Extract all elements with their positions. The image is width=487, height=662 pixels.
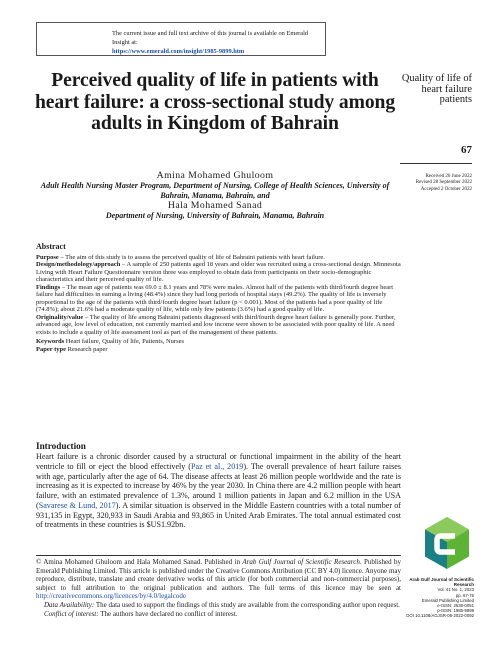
abstract-heading: Abstract bbox=[36, 242, 66, 251]
intro-paragraph bbox=[36, 452, 401, 530]
keywords-text: Heart failure, Quality of life, Patients, Nurses bbox=[64, 338, 185, 345]
abstract-text: – The quality of life among Bahraini patients diagnosed with third/fourth degree heart failure is generally poor. Further, advanced age, low level of education, not currently married and low income were shown to be associated with poor quality of life. A need exists to include a quality of life assessment tool as part of the management of these patients. bbox=[36, 313, 396, 336]
author-name-1: Amina Mohamed Ghuloom bbox=[156, 170, 274, 181]
margin-divider bbox=[400, 163, 472, 164]
journal-name: Arab Gulf Journal of Scientific Research bbox=[242, 558, 360, 566]
conflict-label: Conflict of interest: bbox=[44, 609, 99, 618]
citation-link[interactable]: Paz et al., 2019 bbox=[190, 461, 244, 471]
journal-title: Arab Gulf Journal of Scientific Research bbox=[409, 577, 474, 588]
access-notice-text: The current issue and full text archive of this journal is available on Emerald Insight at: bbox=[112, 30, 309, 46]
running-head: Quality of life of heart failure patients bbox=[401, 73, 472, 106]
licence-link[interactable]: http://creativecommons.org/licences/by/4.0/legalcode bbox=[36, 592, 186, 601]
abstract-label: Findings bbox=[36, 283, 61, 291]
article-dates bbox=[400, 174, 472, 193]
abstract-purpose bbox=[36, 254, 401, 262]
author-name-2: Hala Mohamed Sanad bbox=[167, 200, 263, 212]
paper-type-text: Research paper bbox=[66, 345, 108, 353]
intro-heading: Introduction bbox=[36, 441, 86, 451]
abstract-design bbox=[36, 261, 401, 284]
citation-link[interactable]: Savarese & Lund, 2017 bbox=[38, 500, 116, 510]
abstract-label: Originality/value bbox=[36, 313, 84, 321]
data-availability-label: Data Availability: bbox=[44, 600, 95, 609]
paper-type bbox=[36, 346, 401, 354]
journal-doi[interactable]: DOI 10.1108/AGJSR-06-2022-0092 bbox=[406, 613, 474, 619]
abstract-text: – A sample of 250 patients aged 18 years and older was recruited using a cross-sectional design. Minnesota Living with Heart Failure Questionnaire version three was employed to obtain data from participants on their socio-demographic characteristics and their perceived quality of life. bbox=[36, 261, 401, 283]
journal-eissn: e-ISSN: 2536-0051 bbox=[437, 603, 474, 609]
abstract-label: Design/methodology/approach bbox=[36, 261, 121, 268]
keywords bbox=[36, 338, 401, 346]
journal-volume: Vol. 41 No. 1, 2023 bbox=[437, 587, 474, 593]
author-block bbox=[30, 170, 400, 221]
author-affiliation-2: Department of Nursing, University of Bahrain, Manama, Bahrain bbox=[105, 211, 325, 221]
abstract-originality bbox=[36, 314, 401, 337]
footnote bbox=[36, 558, 401, 618]
abstract bbox=[36, 243, 401, 353]
author-affiliation-1: Adult Health Nursing Master Program, Department of Nursing, College of Health Sciences, University of Bahrain, Manama, Bahrain, and bbox=[40, 181, 390, 200]
journal-pissn: p-ISSN: 1985-9899 bbox=[437, 608, 474, 614]
intro-text: ). A similar situation is observed in the Middle Eastern countries with a total number of 931,135 in Egypt, 320,933 in Saudi Arabia and 93,865 in United Arab Emirates. The total annual estimated cost of treatments in these countries is $US1.92bn. bbox=[36, 500, 401, 530]
conflict-text: The authors have declared no conflict of interest. bbox=[98, 609, 238, 618]
footnote-divider bbox=[36, 555, 401, 556]
accepted-date: Accepted 2 October 2022 bbox=[420, 186, 472, 192]
journal-publisher: Emerald Publishing Limited bbox=[421, 597, 474, 603]
revised-date: Revised 28 September 2022 bbox=[415, 180, 472, 186]
conflict-of-interest bbox=[36, 610, 401, 619]
intro-text: ). The overall prevalence of heart failure raises with age, particularly after the age of 64. The disease affects at least 26 million people worldwide and the rate is increasing as it is expected to increase by 46% by the year 2030. In China there are 4.2 million people with heart failure, with an estimated prevalence of 1.3%, around 1 million patients in Japan and 6.2 million in the USA ( bbox=[36, 461, 401, 510]
journal-url-link[interactable]: https://www.emerald.com/insight/1985-9899.htm bbox=[112, 48, 245, 55]
abstract-findings bbox=[36, 284, 401, 314]
received-date: Received 26 June 2022 bbox=[425, 174, 472, 179]
paper-type-label: Paper type bbox=[36, 345, 67, 353]
copyright-notice bbox=[36, 558, 401, 601]
intro-text: Heart failure is a chronic disorder caused by a structural or functional impairment in the ability of the heart ventricle to fill or eject the blood effectively ( bbox=[36, 452, 401, 471]
journal-pages: pp. 67-76 bbox=[455, 592, 474, 598]
article-title: Perceived quality of life in patients with heart failure: a cross-sectional study among adults in Kingdom of Bahrain bbox=[34, 70, 396, 134]
copyright-text: © Amina Mohamed Ghuloom and Hala Mohamed Sanad. Published in bbox=[36, 558, 243, 566]
page-number: 67 bbox=[461, 144, 472, 156]
journal-info bbox=[398, 577, 474, 619]
intro-body bbox=[36, 452, 401, 530]
access-notice-box bbox=[36, 22, 326, 56]
abstract-text: – The aim of this study is to assess the perceived quality of life of Bahraini patients with heart failure. bbox=[58, 253, 325, 261]
abstract-text: – The mean age of patients was 69.0 ± 8.1 years and 78% were males. Almost half of the patients with third/fourth degree heart failure had difficulties in earning a living (48.4%) since they had long periods of hospital stays (49.2%). The quality of life is inversely proportional to the age of the patients with third/fourth degree heart failure (p < 0.001). Most of the patients had a poor quality of life (74.8%); about 21.6% had a moderate quality of life, while only few patients (3.6%) had a good quality of life. bbox=[36, 283, 394, 313]
abstract-label: Purpose bbox=[36, 253, 59, 261]
keywords-label: Keywords bbox=[36, 338, 65, 345]
journal-logo-icon bbox=[424, 516, 470, 570]
data-availability-text: The data used to support the findings of this study are available from the corresponding author upon request. bbox=[94, 600, 400, 609]
data-availability bbox=[36, 601, 401, 610]
licence-text: . Published by Emerald Publishing Limited. This article is published under the Creative Commons Attribution (CC BY 4.0) licence. Anyone may reproduce, distribute, translate and create derivative works of this article (for both commercial and non-commercial purposes), subject to full attribution to the original publication and authors. The full terms of this licence may be seen at bbox=[36, 558, 401, 592]
